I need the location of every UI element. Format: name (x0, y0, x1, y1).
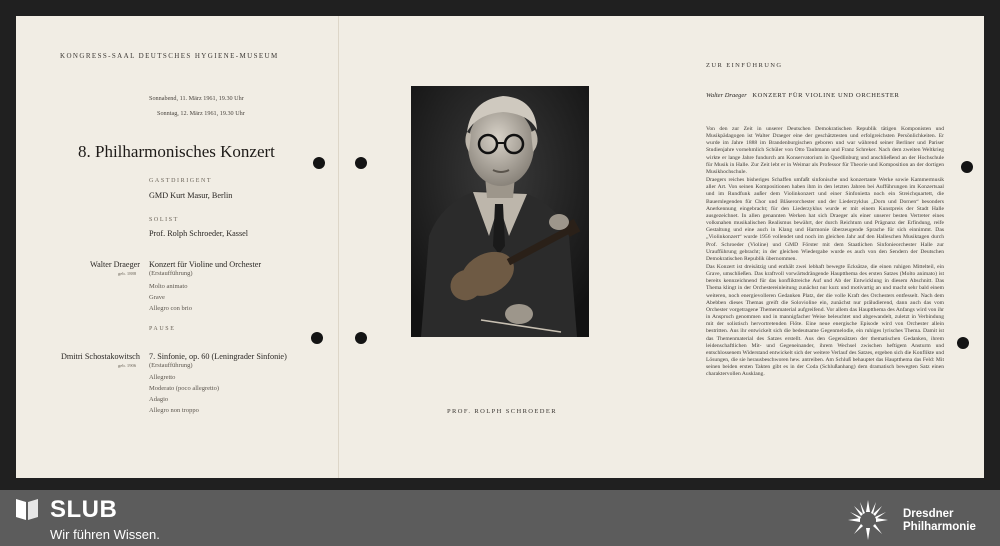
slub-brand[interactable]: SLUB (50, 496, 118, 523)
intro-paragraph: Das Konzert ist dreisätzig und enthält zwei lebhaft bewegte Ecksätze, die einen ruhigen Mittelteil, ein Grave, umschließen. Das kraftvoll vorwärtsdrängende Hauptthema des ersten Satzes (Molto animato) ist bereits kennzeichnend für das konfliktreiche Auf und Ab der Entwicklung in diesem Abschnitt. Das Thema klingt in der Orchestereinleitung zunächst nur kurz und motivartig an und macht sehr bald einem weiteren, noch energievolleren Gedanken Platz, der die volle Kraft des Orchesters entfesselt. Nach dem Abebben dieses Themas greift die Solovioline ein, zunächst nur präludierend, dann auch das vom Orchester vorgetragene Themenmaterial aufgreifend. Vor allem das Hauptthema des Anfangs wird von ihr in Anspruch genommen und in mannigfacher Weise beleuchtet und abgewandelt, zuletzt in Verbindung mit der solistisch hervortretenden Flöte. Eine neue energische Episode wird von Orchester allein bestritten. Aus ihr entwickelt sich die bedeutsame Gegenmelodie, ein ruhiges lyrisches Thema. Damit ist das Themenmaterial des Satzes erstellt. Aus den Gegensätzen der thematischen Gedanken, ihrem leidenschaftlichen Mit- und Gegeneinander, ihrem Wechsel zwischen heftigem Ansturm und entschlossenem Widerstand entwickelt sich der weitere Verlauf des Satzes, ergeben sich die Konflikte und Lösungen, die sie herausbeschworen hew. antreiben. Am Schluß behauptet das Hauptthema das Feld: Mit seinen beiden ersten Takten gibt es in der Coda (Schlußanhang) dem dramatisch bewegten Satz einen charaktervollen Ausklang. (706, 263, 944, 378)
movement: Allegretto (149, 374, 176, 381)
partner-line1: Dresdner (903, 508, 954, 520)
guest-label: GASTDIRIGENT (149, 178, 213, 184)
work-symphony-7: 7. Sinfonie, op. 60 (Leningrader Sinfonie) (149, 352, 287, 361)
guest-conductor: GMD Kurt Masur, Berlin (149, 191, 233, 200)
intro-paragraph: Von den zur Zeit in unserer Deutschen Demokratischen Republik tätigen Komponisten und Musikpädagogen ist Walter Draeger eine der geschätztesten und erfolgreichsten Persönlichkeiten. Er wurde im Jahre 1888 im Brandenburgischen geboren und war während seiner Berliner und Pariser Studienjahre vornehmlich Schüler von Otto Taubmann und Franz Schreker. Nach dem zweiten Weltkrieg wirkte er lange Jahre fundurch am Konservatorium in Quedlinburg und anschließend an der Hochschule für Musik in Halle. Zur Zeit lebt er in Weimar als Professor für Theorie und Komposition an der dortigen Musikhochschule. (706, 126, 944, 175)
movement: Grave (149, 294, 165, 301)
violinist-portrait-image (411, 86, 589, 337)
punch-hole (957, 337, 969, 349)
intro-author: Walter Draeger (706, 92, 747, 99)
intro-paragraph: Draegers reiches bisheriges Schaffen umfaßt sinfonische und konzertante Werke sowie Kammermusik aller Art. Von seinen Kompositionen haben ihm in den letzten Jahren bei Aufführungen im Konzertsaal und im Rundfunk außer dem Violinkonzert und einer Sinfonietta noch ein Streichquartett, die Bauernlegenden für Chor und Bläserorchester und der Liederzyklus „Dorn und Dornen“ besonders Anerkennung eingebracht; für den Liederzyklus wurde er mit einem Kunstpreis der Stadt Halle ausgezeichnet. In allen genannten Werken hat sich Draeger als einer unserer besten Vertreter eines volksnahen musikalischen Realismus bewährt, der durch Reichtum und Prägnanz der Erfindung, reife Gestaltung und eine auch in Klang und Harmonie überzeugende Sprache für sich einnimmt. Das „Violinkonzert“ wurde 1956 vollendet und noch im gleichen Jahr auf den Halleschen Musiktagen durch Prof. Schroeder (Violine) und GMD Förster mit dem Staatlichen Sinfonieorchester Halle zur Uraufführung gebracht; in der gleichen Wiedergabe wurde es auch von den Sendern der Deutschen Demokratischen Republik übernommen. (706, 177, 944, 262)
composer-draeger-born: geb. 1888 (118, 271, 137, 276)
date-sunday: Sonntag, 12. März 1961, 19.30 Uhr (157, 110, 245, 117)
photo-caption: PROF. ROLPH SCHROEDER (447, 408, 557, 415)
composer-shostakovich: Dmitri Schostakowitsch (61, 352, 140, 361)
slub-logo-icon[interactable] (14, 496, 40, 522)
concert-title: 8. Philharmonisches Konzert (78, 142, 275, 161)
intro-text (706, 126, 944, 379)
punch-hole (355, 332, 367, 344)
work-symphony-7-note: (Erstaufführung) (149, 362, 193, 369)
dresdner-philharmonie-name[interactable] (903, 508, 976, 534)
punch-hole (355, 157, 367, 169)
partner-line2: Philharmonie (903, 521, 976, 533)
punch-hole (961, 161, 973, 173)
movement: Adagio (149, 396, 169, 403)
work-violin-concerto: Konzert für Violine und Orchester (149, 260, 262, 269)
soloist: Prof. Rolph Schroeder, Kassel (149, 229, 249, 238)
movement: Molto animato (149, 283, 188, 290)
punch-hole (313, 157, 325, 169)
intro-subheading (706, 92, 899, 99)
movement: Moderato (poco allegretto) (149, 385, 220, 392)
movement: Allegro non troppo (149, 407, 199, 414)
composer-draeger: Walter Draeger (90, 260, 141, 269)
composer-shostakovich-born: geb. 1906 (118, 363, 137, 368)
venue: KONGRESS-SAAL DEUTSCHES HYGIENE-MUSEUM (60, 52, 279, 60)
intro-work-title: KONZERT FÜR VIOLINE UND ORCHESTER (752, 92, 900, 99)
soloist-label: SOLIST (149, 217, 179, 223)
movement: Allegro con brio (149, 305, 192, 312)
work-violin-concerto-note: (Erstaufführung) (149, 270, 193, 277)
page-fold (338, 16, 339, 478)
dresdner-philharmonie-logo-icon[interactable] (842, 494, 894, 546)
punch-hole (311, 332, 323, 344)
date-saturday: Sonnabend, 11. März 1961, 19.30 Uhr (149, 95, 244, 102)
pause-label: PAUSE (149, 326, 176, 332)
violinist-photo (411, 86, 589, 337)
slub-tagline: Wir führen Wissen. (50, 527, 160, 542)
intro-heading: ZUR EINFÜHRUNG (706, 62, 783, 69)
